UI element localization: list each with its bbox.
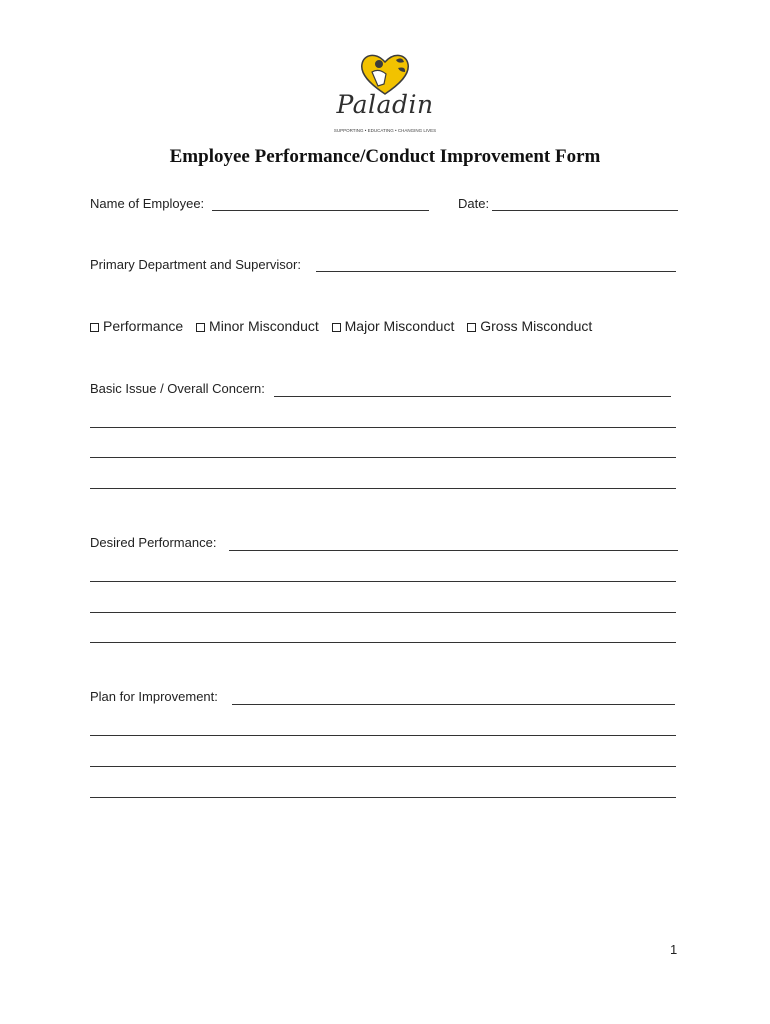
- checkbox-box-icon[interactable]: [467, 323, 476, 332]
- plan-improvement-line[interactable]: [90, 735, 676, 736]
- basic-issue-field[interactable]: [274, 396, 671, 397]
- department-supervisor-label: Primary Department and Supervisor:: [90, 257, 301, 272]
- desired-performance-line[interactable]: [90, 612, 676, 613]
- employee-name-field[interactable]: [212, 210, 429, 211]
- checkbox-label: Major Misconduct: [344, 318, 455, 334]
- department-supervisor-field[interactable]: [316, 271, 676, 272]
- page-number: 1: [670, 942, 678, 957]
- basic-issue-label: Basic Issue / Overall Concern:: [90, 381, 265, 396]
- checkbox-minor-misconduct[interactable]: [196, 318, 319, 334]
- checkbox-label: Gross Misconduct: [480, 318, 593, 334]
- form-title: Employee Performance/Conduct Improvement Form: [169, 146, 601, 167]
- basic-issue-line[interactable]: [90, 457, 676, 458]
- logo-tagline: SUPPORTING • EDUCATING • CHANGING LIVES: [333, 128, 437, 133]
- date-label: Date:: [458, 196, 490, 211]
- plan-improvement-line[interactable]: [90, 797, 676, 798]
- basic-issue-line[interactable]: [90, 427, 676, 428]
- desired-performance-line[interactable]: [90, 642, 676, 643]
- checkbox-box-icon[interactable]: [90, 323, 99, 332]
- checkbox-label: Minor Misconduct: [209, 318, 319, 334]
- checkbox-box-icon[interactable]: [196, 323, 205, 332]
- checkbox-gross-misconduct[interactable]: [467, 318, 592, 334]
- checkbox-performance[interactable]: [90, 318, 183, 334]
- date-field[interactable]: [492, 210, 678, 211]
- checkbox-label: Performance: [103, 318, 184, 334]
- conduct-type-checkboxes: [90, 318, 601, 334]
- paladin-logo: [326, 44, 444, 140]
- desired-performance-field[interactable]: [229, 550, 678, 551]
- basic-issue-line[interactable]: [90, 488, 676, 489]
- plan-improvement-line[interactable]: [90, 766, 676, 767]
- desired-performance-label: Desired Performance:: [90, 535, 217, 550]
- checkbox-major-misconduct[interactable]: [332, 318, 455, 334]
- desired-performance-line[interactable]: [90, 581, 676, 582]
- logo-wordmark: Paladin: [336, 90, 434, 119]
- checkbox-box-icon[interactable]: [332, 323, 341, 332]
- plan-improvement-field[interactable]: [232, 704, 675, 705]
- plan-improvement-label: Plan for Improvement:: [90, 689, 218, 704]
- employee-name-label: Name of Employee:: [90, 196, 205, 211]
